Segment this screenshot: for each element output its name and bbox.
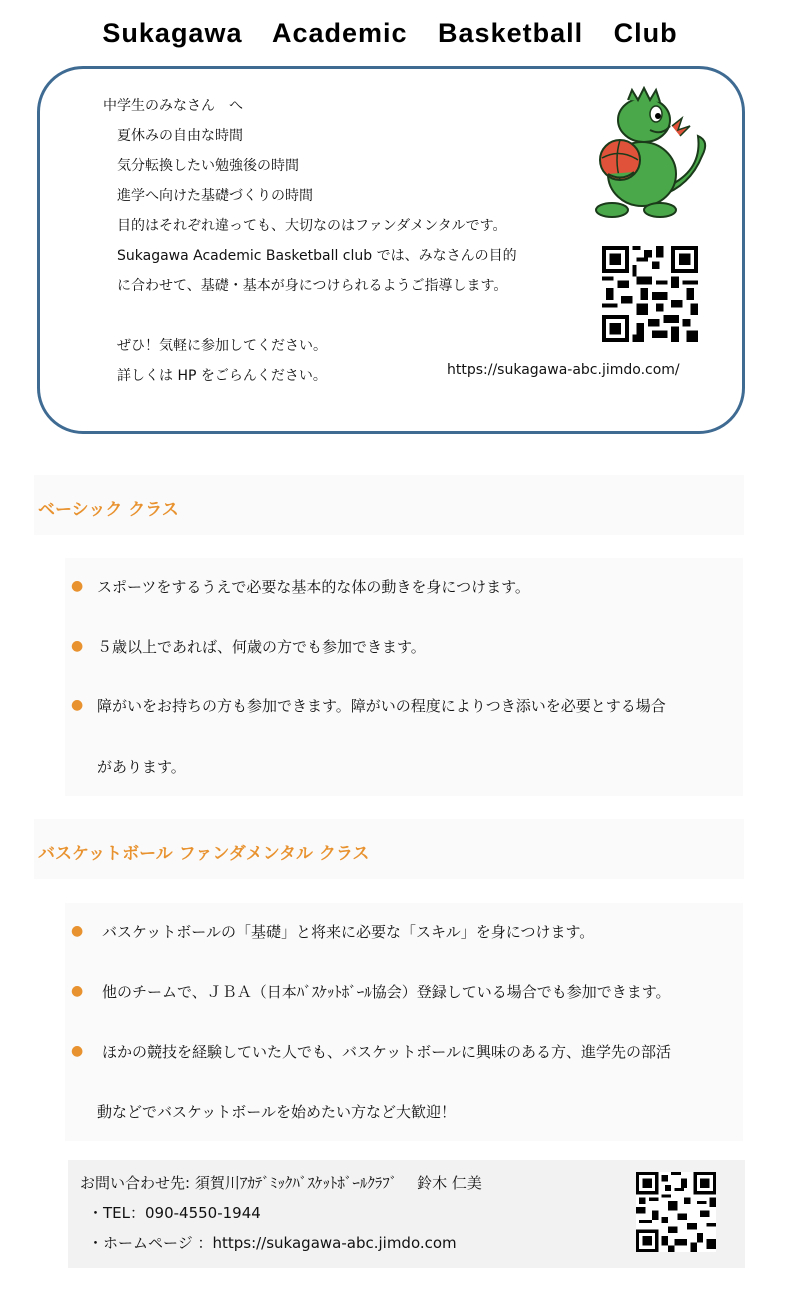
bullet-dot-icon: ● [71, 923, 84, 939]
contact-box [68, 1160, 745, 1268]
list-item-continuation: があります。 [97, 758, 186, 776]
basic-class-title: ベーシック クラス [38, 500, 179, 520]
list-item: 他のチームで、ＪＢＡ（日本ﾊﾞｽｹｯﾄﾎﾞｰﾙ協会）登録している場合でも参加できます。 [102, 983, 671, 1001]
intro-line: Sukagawa Academic Basketball club では、みなさんの目的 [117, 248, 517, 264]
bullet-dot-icon: ● [71, 638, 84, 654]
fundamental-class-list [65, 903, 743, 1141]
basic-class-header [34, 475, 744, 535]
bullet-dot-icon: ● [71, 697, 84, 713]
list-item: スポーツをするうえで必要な基本的な体の動きを身につけます。 [97, 578, 530, 596]
page-title: Sukagawa Academic Basketball Club [102, 18, 678, 48]
intro-line: 気分転換したい勉強後の時間 [117, 158, 299, 174]
fundamental-class-title: バスケットボール ファンダメンタル クラス [38, 844, 370, 864]
bullet-dot-icon: ● [71, 983, 84, 999]
bullet-dot-icon: ● [71, 1043, 84, 1059]
intro-line: に合わせて、基礎・基本が身につけられるようご指導します。 [117, 278, 508, 294]
contact-name: お問い合わせ先: 須賀川ｱｶﾃﾞﾐｯｸﾊﾞｽｹｯﾄﾎﾞｰﾙｸﾗﾌﾞ 鈴木 仁美 [80, 1174, 482, 1192]
list-item: ５歳以上であれば、何歳の方でも参加できます。 [97, 638, 426, 656]
intro-line: 目的はそれぞれ違っても、大切なのはファンダメンタルです。 [117, 218, 507, 234]
intro-line: ぜひ！気軽に参加してください。 [117, 338, 327, 354]
list-item: バスケットボールの「基礎」と将来に必要な「スキル」を身につけます。 [102, 923, 595, 941]
dinosaur-mascot-icon [590, 86, 716, 220]
fundamental-class-header [34, 819, 744, 879]
list-item-continuation: 動などでバスケットボールを始めたい方など大歓迎！ [97, 1103, 456, 1121]
intro-line: 詳しくは HP をごらんください。 [117, 368, 327, 384]
qr-code-icon [602, 246, 698, 342]
bullet-dot-icon: ● [71, 578, 84, 594]
intro-line: 夏休みの自由な時間 [117, 128, 243, 144]
intro-greeting: 中学生のみなさん へ [103, 98, 243, 114]
website-link[interactable]: https://sukagawa-abc.jimdo.com/ [447, 362, 680, 378]
contact-tel[interactable]: ・TEL：090-4550-1944 [88, 1204, 261, 1222]
contact-homepage[interactable]: ・ホームページ ：https://sukagawa-abc.jimdo.com [88, 1234, 457, 1252]
intro-line: 進学へ向けた基礎づくりの時間 [117, 188, 313, 204]
list-item: ほかの競技を経験していた人でも、バスケットボールに興味のある方、進学先の部活 [102, 1043, 671, 1061]
qr-code-icon [636, 1172, 716, 1252]
list-item: 障がいをお持ちの方も参加できます。障がいの程度によりつき添いを必要とする場合 [97, 697, 666, 715]
basic-class-list [65, 558, 743, 796]
